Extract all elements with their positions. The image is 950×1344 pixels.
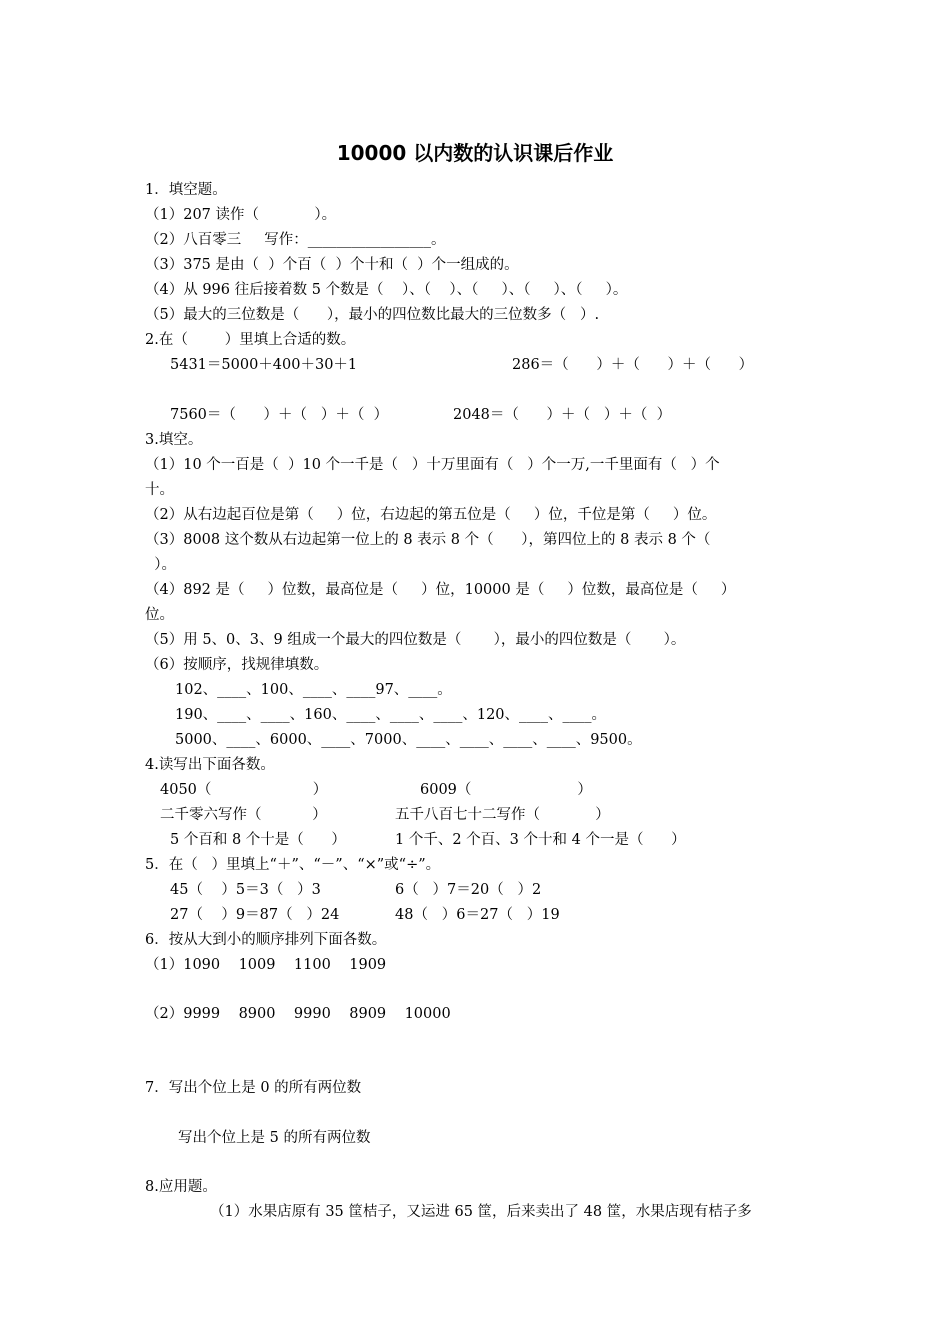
- worksheet-line: 102、____、100、____、____97、____。: [175, 682, 452, 698]
- worksheet-line: 2.在（ ）里填上合适的数。: [145, 332, 356, 348]
- worksheet-line: （2）从右边起百位是第（ ）位，右边起的第五位是（ ）位，千位是第（ ）位。: [145, 507, 717, 523]
- worksheet-line: （1）10 个一百是（ ）10 个一千是（ ）十万里面有（ ）个一万,一千里面有（ ）个: [145, 457, 720, 473]
- worksheet-line: 6009（ ）: [420, 782, 592, 798]
- worksheet-line: （5）最大的三位数是（ ），最小的四位数比最大的三位数多（ ）.: [145, 307, 600, 323]
- worksheet-line: （1）1090 1009 1100 1909: [145, 957, 387, 973]
- worksheet-line: 1 个千、2 个百、3 个十和 4 个一是（ ）: [395, 832, 686, 848]
- worksheet-line: （3）8008 这个数从右边起第一位上的 8 表示 8 个（ ），第四位上的 8 表示 8 个（: [145, 532, 711, 548]
- worksheet-line: （5）用 5、0、3、9 组成一个最大的四位数是（ ），最小的四位数是（ ）。: [145, 632, 686, 648]
- worksheet-line: ）。: [145, 557, 176, 573]
- worksheet-line: 286＝（ ）＋（ ）＋（ ）: [512, 357, 754, 373]
- worksheet-line: 十。: [145, 482, 174, 498]
- worksheet-line: 27（ ）9＝87（ ）24: [170, 907, 340, 923]
- worksheet-line: 190、____、____、160、____、____、____、120、____、____。: [175, 707, 607, 723]
- worksheet-line: 写出个位上是 5 的所有两位数: [178, 1130, 371, 1146]
- worksheet-line: （4）从 996 往后接着数 5 个数是（ ）、（ ）、（ ）、（ ）、（ ）。: [145, 282, 628, 298]
- worksheet-line: 48（ ）6＝27（ ）19: [395, 907, 560, 923]
- worksheet-line: 7．写出个位上是 0 的所有两位数: [145, 1080, 362, 1096]
- worksheet-line: （1）水果店原有 35 筐桔子，又运进 65 筐，后来卖出了 48 筐，水果店现有桔子多: [210, 1204, 752, 1220]
- worksheet-line: 5．在（ ）里填上“＋”、“－”、“×”或“÷”。: [145, 857, 441, 873]
- worksheet-line: 3.填空。: [145, 432, 203, 448]
- worksheet-line: 4.读写出下面各数。: [145, 757, 275, 773]
- page-title: 10000 以内数的认识课后作业: [336, 141, 614, 165]
- worksheet-line: 4050（ ）: [160, 782, 328, 798]
- worksheet-line: 6（ ）7＝20（ ）2: [395, 882, 542, 898]
- worksheet-line: 1．填空题。: [145, 182, 227, 198]
- worksheet-line: 45（ ）5＝3（ ）3: [170, 882, 321, 898]
- worksheet-line: 5 个百和 8 个十是（ ）: [170, 832, 346, 848]
- worksheet-line: （2）八百零三 写作：_________________。: [145, 232, 446, 248]
- worksheet-line: （1）207 读作（ ）。: [145, 207, 337, 223]
- worksheet-line: 7560＝（ ）＋（ ）＋（ ）: [170, 407, 389, 423]
- worksheet-line: （4）892 是（ ）位数，最高位是（ ）位，10000 是（ ）位数，最高位是（ ）: [145, 582, 736, 598]
- worksheet-line: 五千八百七十二写作（ ）: [395, 807, 610, 823]
- worksheet-line: （2）9999 8900 9990 8909 10000: [145, 1006, 451, 1022]
- worksheet-line: 位。: [145, 607, 174, 623]
- worksheet-line: 2048＝（ ）＋（ ）＋（ ）: [453, 407, 672, 423]
- worksheet-line: 二千零六写作（ ）: [160, 807, 327, 823]
- worksheet-line: （6）按顺序，找规律填数。: [145, 657, 329, 673]
- worksheet-line: 6．按从大到小的顺序排列下面各数。: [145, 932, 387, 948]
- worksheet-line: （3）375 是由（ ）个百（ ）个十和（ ）个一组成的。: [145, 257, 519, 273]
- worksheet-line: 5431＝5000＋400＋30＋1: [170, 357, 358, 373]
- worksheet-line: 8.应用题。: [145, 1179, 217, 1195]
- worksheet-line: 5000、____、6000、____、7000、____、____、____、____、9500。: [175, 732, 642, 748]
